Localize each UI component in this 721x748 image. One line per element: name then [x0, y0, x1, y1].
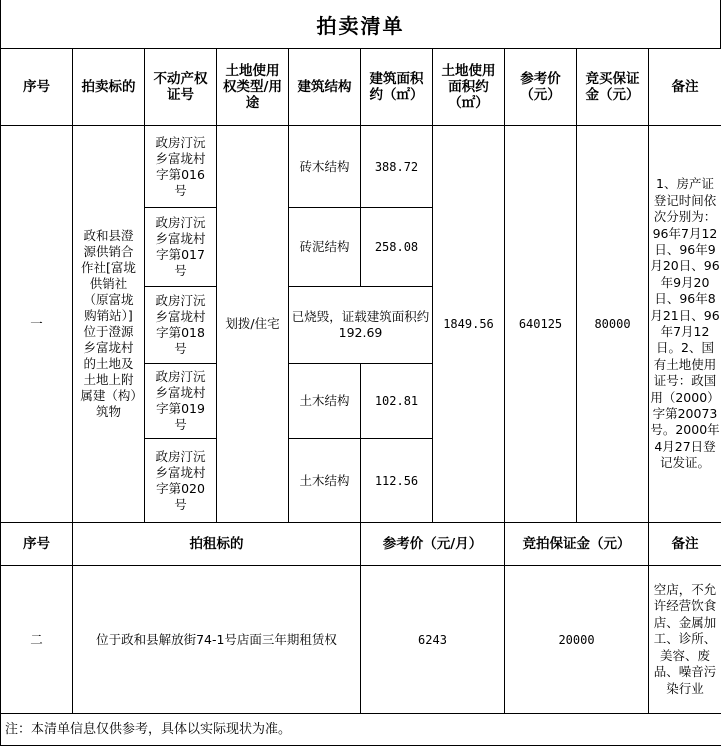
header2-deposit: 竞拍保证金（元） — [505, 523, 649, 566]
structure-cell: 砖木结构 — [289, 126, 361, 208]
seq-cell: 一 — [1, 126, 73, 523]
header2-subject: 拍租标的 — [73, 523, 361, 566]
land-type-cell: 划拨/住宅 — [217, 126, 289, 523]
cert-cell: 政房汀沅乡富垅村字第019号 — [145, 364, 217, 439]
header2-seq: 序号 — [1, 523, 73, 566]
header-land-type: 土地使用权类型/用途 — [217, 49, 289, 126]
structure-cell: 土木结构 — [289, 439, 361, 523]
area-cell: 112.56 — [361, 439, 433, 523]
area-cell: 388.72 — [361, 126, 433, 208]
structure-cell: 土木结构 — [289, 364, 361, 439]
section1-header-row — [1, 49, 721, 126]
cert-cell: 政房汀沅乡富垅村字第020号 — [145, 439, 217, 523]
header-structure: 建筑结构 — [289, 49, 361, 126]
remarks-cell: 1、房产证登记时间依次分别为：96年7月12日、96年9月20日、96年9月20日、96年8月21日、96年7月12日。2、国有土地使用证号：政国用（2000）字第20073号。2000年4月27日登记发证。 — [649, 126, 721, 523]
header2-ref-price: 参考价（元/月） — [361, 523, 505, 566]
cert-cell: 政房汀沅乡富垅村字第016号 — [145, 126, 217, 208]
footnote: 注：本清单信息仅供参考，具体以实际现状为准。 — [1, 714, 721, 746]
header-seq: 序号 — [1, 49, 73, 126]
deposit-cell: 80000 — [577, 126, 649, 523]
header-land-area: 土地使用面积约（㎡） — [433, 49, 505, 126]
sheet-title: 拍卖清单 — [0, 0, 721, 48]
remarks2-cell: 空店，不允许经营饮食店、金属加工、诊所、美容、废品、噪音污染行业 — [649, 566, 721, 714]
header-deposit: 竞买保证金（元） — [577, 49, 649, 126]
area-cell: 258.08 — [361, 208, 433, 287]
deposit2-cell: 20000 — [505, 566, 649, 714]
auction-table — [0, 48, 721, 746]
cert-cell: 政房汀沅乡富垅村字第018号 — [145, 287, 217, 364]
section2-header-row — [1, 523, 721, 566]
subject2-cell: 位于政和县解放街74-1号店面三年期租赁权 — [73, 566, 361, 714]
area-cell: 102.81 — [361, 364, 433, 439]
burned-note-cell: 已烧毁，证载建筑面积约192.69 — [289, 287, 433, 364]
table-row — [1, 126, 721, 208]
header-ref-price: 参考价（元） — [505, 49, 577, 126]
header-building-area: 建筑面积约（㎡） — [361, 49, 433, 126]
ref-price2-cell: 6243 — [361, 566, 505, 714]
header-remarks: 备注 — [649, 49, 721, 126]
table-row — [1, 566, 721, 714]
structure-cell: 砖泥结构 — [289, 208, 361, 287]
footnote-row — [1, 714, 721, 746]
subject-cell: 政和县澄源供销合作社[富垅供销社（原富垅购销站）]位于澄源乡富垅村的土地及土地上附属建（构）筑物 — [73, 126, 145, 523]
header2-remarks: 备注 — [649, 523, 721, 566]
cert-cell: 政房汀沅乡富垅村字第017号 — [145, 208, 217, 287]
seq2-cell: 二 — [1, 566, 73, 714]
land-area-cell: 1849.56 — [433, 126, 505, 523]
header-property-cert: 不动产权证号 — [145, 49, 217, 126]
ref-price-cell: 640125 — [505, 126, 577, 523]
header-subject: 拍卖标的 — [73, 49, 145, 126]
